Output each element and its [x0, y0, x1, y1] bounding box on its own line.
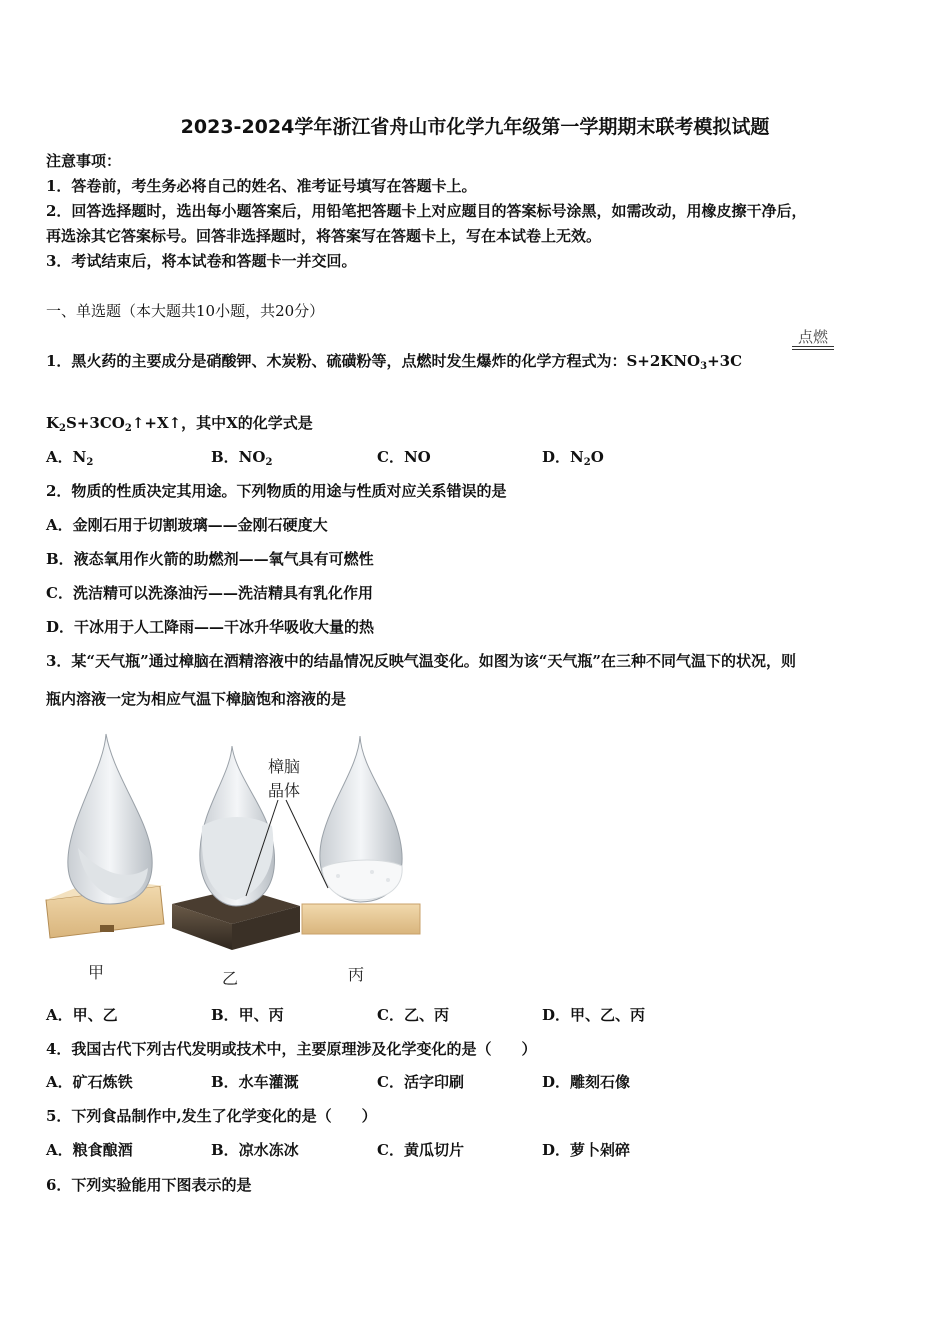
bottle-label-yi: 乙 — [222, 969, 239, 988]
weather-bottle-figure — [42, 728, 432, 990]
q1-stem-tail: +3C — [707, 352, 743, 370]
q3-stem-1: 3．某“天气瓶”通过樟脑在酒精溶液中的结晶情况反映气温变化。如图为该“天气瓶”在三种不同气温下的状况，则 — [46, 652, 796, 670]
bottle-jia — [46, 734, 164, 938]
q4-option-d: D．雕刻石像 — [542, 1073, 631, 1091]
crystal-label: 晶体 — [268, 781, 301, 800]
q6-stem: 6．下列实验能用下图表示的是 — [46, 1176, 252, 1194]
q5-option-a: A．粮食酿酒 — [46, 1141, 133, 1159]
reaction-condition: 点燃 — [797, 328, 828, 346]
q1-question: ↑+X↑，其中X的化学式是 — [131, 414, 313, 432]
camphor-label: 樟脑 — [268, 757, 301, 776]
q1-option-c: C．NO — [377, 448, 431, 466]
q1-k: K — [46, 414, 60, 432]
q4-stem: 4．我国古代下列古代发明或技术中，主要原理涉及化学变化的是（ ） — [46, 1040, 537, 1058]
q1-option-d — [542, 447, 604, 467]
q3-option-a: A．甲、乙 — [46, 1006, 118, 1024]
q1-b-sub: 2 — [265, 457, 273, 468]
q5-option-c: C．黄瓜切片 — [377, 1141, 464, 1159]
bottle-label-bing: 丙 — [348, 965, 365, 984]
q1-d-text: D．N — [542, 448, 584, 466]
q5-option-d: D．萝卜剁碎 — [542, 1141, 631, 1159]
q3-option-b: B．甲、丙 — [211, 1006, 284, 1024]
q1-b-text: B．NO — [211, 448, 266, 466]
q2-stem: 2．物质的性质决定其用途。下列物质的用途与性质对应关系错误的是 — [46, 482, 507, 500]
q1-a-text: A．N — [46, 448, 87, 466]
q5-option-b: B．凉水冻冰 — [211, 1141, 299, 1159]
notice-heading: 注意事项： — [46, 152, 122, 170]
q1-stem-line2 — [46, 413, 313, 433]
weather-bottle-illustration — [42, 728, 432, 990]
bottle-label-jia: 甲 — [88, 963, 105, 982]
q1-sub-3: 3 — [700, 361, 708, 372]
q1-d-sub: 2 — [583, 457, 591, 468]
q1-option-b — [211, 447, 272, 467]
page-title: 2023-2024学年浙江省舟山市化学九年级第一学期期末联考模拟试题 — [180, 116, 770, 138]
q3-option-c: C．乙、丙 — [377, 1006, 449, 1024]
q3-option-d: D．甲、乙、丙 — [542, 1006, 646, 1024]
q2-option-c: C．洗洁精可以洗涤油污——洗洁精具有乳化作用 — [46, 584, 373, 602]
q1-option-a — [46, 447, 93, 467]
notice-item-2-cont: 再选涂其它答案标号。回答非选择题时，将答案写在答题卡上，写在本试卷上无效。 — [46, 227, 602, 245]
notice-item-1: 1．答卷前，考生务必将自己的姓名、准考证号填写在答题卡上。 — [46, 177, 477, 195]
equals-bar-bottom — [792, 349, 834, 350]
notice-item-3: 3．考试结束后，将本试卷和答题卡一并交回。 — [46, 252, 357, 270]
notice-item-2: 2．回答选择题时，选出每小题答案后，用铅笔把答题卡上对应题目的答案标号涂黑，如需改动，用橡皮擦干净后， — [46, 202, 807, 220]
q2-option-d: D．干冰用于人工降雨——干冰升华吸收大量的热 — [46, 618, 375, 636]
section-heading: 一、单选题（本大题共10小题，共20分） — [46, 302, 325, 320]
q4-option-a: A．矿石炼铁 — [46, 1073, 133, 1091]
base-logo — [100, 925, 114, 932]
q4-option-b: B．水车灌溉 — [211, 1073, 299, 1091]
equals-bar-top — [792, 346, 834, 347]
q1-sub-2b: 2 — [124, 423, 132, 434]
q1-s-co: S+3CO — [66, 414, 125, 432]
bottle-bing — [302, 736, 420, 934]
q4-option-c: C．活字印刷 — [377, 1073, 464, 1091]
q1-stem-text: 1．黑火药的主要成分是硝酸钾、木炭粉、硫磺粉等，点燃时发生爆炸的化学方程式为：S+2KNO — [46, 352, 701, 370]
q1-d-text2: O — [590, 448, 604, 466]
q3-stem-2: 瓶内溶液一定为相应气温下樟脑饱和溶液的是 — [46, 690, 347, 708]
q1-stem — [46, 351, 742, 371]
q1-a-sub: 2 — [86, 457, 94, 468]
q5-stem: 5．下列食品制作中,发生了化学变化的是（ ） — [46, 1107, 377, 1125]
q2-option-a: A．金刚石用于切割玻璃——金刚石硬度大 — [46, 516, 328, 534]
q1-sub-2a: 2 — [59, 423, 67, 434]
q2-option-b: B．液态氧用作火箭的助燃剂——氧气具有可燃性 — [46, 550, 374, 568]
